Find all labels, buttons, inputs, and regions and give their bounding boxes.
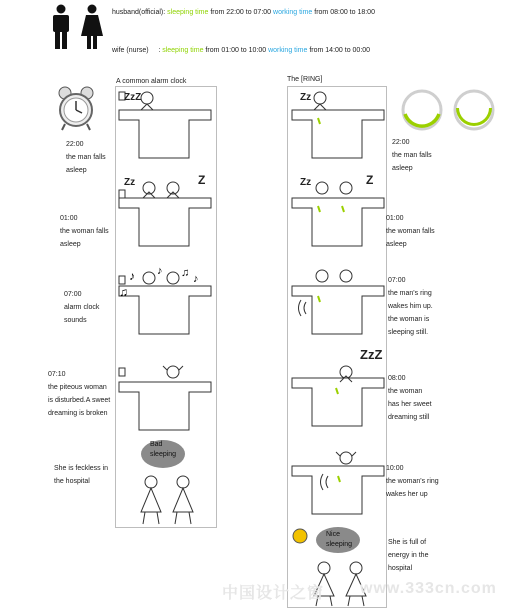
woman-icon bbox=[80, 4, 104, 50]
snore-z: ZzZ bbox=[360, 347, 383, 362]
alarm-clock-icon bbox=[56, 86, 96, 132]
right-note: 01:00 the woman falls asleep bbox=[386, 215, 435, 248]
left-note: 01:00 the woman falls asleep bbox=[60, 215, 109, 248]
ring-scene-woman-dreaming bbox=[290, 358, 386, 442]
scene-alarm-sounds bbox=[117, 266, 213, 350]
left-note: 07:10 the piteous woman is disturbed.A sweet dreaming is broken bbox=[48, 371, 111, 417]
right-note: 07:00 the man's ring wakes him up. the woman is sleeping still. bbox=[388, 277, 433, 336]
snore-z: Zz bbox=[300, 92, 312, 103]
right-note: 22:00 the man falls asleep bbox=[392, 139, 432, 172]
right-note: 08:00 the woman has her sweet dreaming still bbox=[388, 375, 432, 421]
svg-text:♪: ♪ bbox=[193, 273, 199, 285]
left-column-title: A common alarm clock bbox=[116, 78, 187, 85]
watermark-cn: 中国设计之窗 bbox=[222, 585, 325, 602]
ring-scene-man-wakes bbox=[290, 266, 386, 350]
right-column-title: The [RING] bbox=[287, 76, 323, 83]
ring-icon bbox=[400, 88, 444, 132]
snore-z: ZzZ bbox=[124, 92, 142, 103]
snore-z: Zz bbox=[124, 177, 136, 188]
scene-woman-disturbed bbox=[117, 362, 213, 446]
right-note: She is full of energy in the hospital bbox=[388, 539, 429, 572]
watermark-url: www.333cn.com bbox=[360, 580, 497, 597]
husband-schedule: husband(official): sleeping time from 22:00 to 07:00 working time from 08:00 to 18:00 bbox=[112, 9, 375, 16]
svg-text:♫: ♫ bbox=[119, 285, 128, 299]
snore-z: Zz bbox=[300, 177, 312, 188]
scene-both-asleep bbox=[117, 178, 213, 262]
right-note: 10:00 the woman's ring wakes her up bbox=[386, 465, 439, 498]
left-note: She is feckless in the hospital bbox=[54, 465, 109, 485]
ring-scene-both-asleep bbox=[290, 178, 386, 262]
ring-icon bbox=[452, 88, 496, 132]
ring-scene-woman-wakes bbox=[290, 446, 386, 530]
nice-sleeping-bubble: Nice sleeping bbox=[326, 531, 353, 548]
snore-z: Z bbox=[366, 173, 374, 187]
snore-z: Z bbox=[198, 173, 206, 187]
man-icon bbox=[50, 4, 72, 50]
wife-schedule: wife (nurse) : sleeping time from 01:00 to 10:00 working time from 14:00 to 00:00 bbox=[112, 47, 371, 54]
svg-text:♪: ♪ bbox=[157, 266, 163, 277]
left-note: 07:00 alarm clock sounds bbox=[64, 291, 100, 324]
left-note: 22:00 the man falls asleep bbox=[66, 141, 106, 174]
svg-text:♪: ♪ bbox=[129, 269, 135, 283]
svg-text:♫: ♫ bbox=[181, 267, 190, 279]
bad-sleeping-bubble: Bad sleeping bbox=[150, 441, 177, 458]
